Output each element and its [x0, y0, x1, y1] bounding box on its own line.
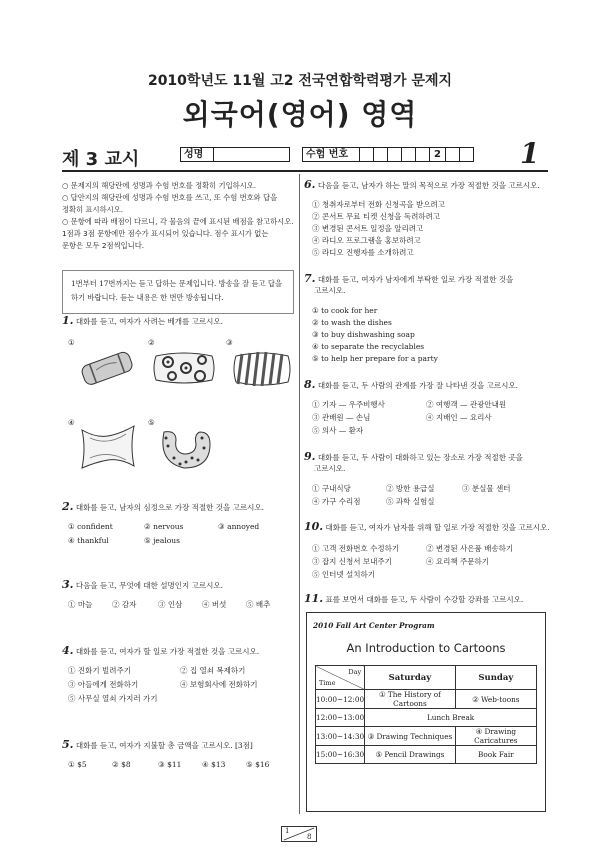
answer-option: ⑤ 인터넷 설치하기	[312, 570, 375, 579]
question-number: 9.	[304, 450, 316, 463]
flower-pillow-icon	[152, 348, 216, 388]
question-text: 표를 보면서 대화를 듣고, 두 사람이 수강할 강좌를 고르시오.	[325, 595, 524, 604]
question-8	[304, 380, 548, 391]
answer-option: ⑤ 의사 — 환자	[312, 426, 364, 435]
answer-option: ③ 변경된 콘서트 일정을 알리려고	[312, 224, 424, 233]
question-text-continued: 고르시오.	[314, 286, 346, 295]
answer-option: ③ 인삼	[158, 600, 183, 609]
question-11	[304, 594, 550, 605]
total-pages: 8	[307, 833, 312, 841]
question-6	[304, 180, 548, 191]
answer-option: ④ 라디오 프로그램을 홍보하려고	[312, 236, 421, 245]
schedule-table	[315, 665, 537, 764]
program-box	[306, 612, 546, 812]
answer-option: ④ 요리책 주문하기	[426, 557, 489, 566]
question-text: 대화를 듣고, 두 사람의 관계를 가장 잘 나타낸 것을 고르시오.	[317, 381, 518, 390]
answer-option: ⑤ 과학 실험실	[386, 497, 435, 506]
answer-option: ① to cook for her	[312, 306, 378, 315]
question-text: 다음을 듣고, 무엇에 대한 설명인지 고르시오.	[75, 581, 223, 590]
answer-option: ② 집 열쇠 복제하기	[180, 666, 246, 675]
exam-number-cell	[446, 147, 460, 162]
program-title: An Introduction to Cartoons	[346, 641, 506, 655]
question-7	[304, 274, 548, 285]
question-1	[62, 316, 297, 327]
instruction-line: ○ 문제지의 해당란에 성명과 수험 번호를 정확히 기입하시오.	[62, 181, 257, 190]
time-cell: 12:00~13:00	[316, 709, 365, 727]
period-label: 제 3 교시	[62, 149, 140, 170]
answer-option: ④ 보험회사에 전화하기	[180, 680, 258, 689]
exam-number-cell	[460, 147, 474, 162]
question-5	[62, 740, 297, 751]
saturday-course: ⑤ Pencil Drawings	[365, 746, 456, 764]
instruction-line: ○ 답안지의 해당란에 성명과 수험 번호를 쓰고, 또 수험 번호와 답을	[62, 193, 278, 202]
answer-option: ① 고객 전화번호 수정하기	[312, 544, 400, 553]
question-number: 6.	[304, 178, 316, 191]
corner-time-label: Time	[319, 679, 336, 687]
question-2	[62, 502, 297, 513]
question-number: 8.	[304, 378, 316, 391]
answer-option: ⑤ 배추	[246, 600, 271, 609]
answer-option: ④ $13	[202, 760, 226, 769]
answer-option: ④ 가구 수리점	[312, 497, 361, 506]
question-text: 대화를 듣고, 여자가 남자를 위해 할 일로 가장 적절한 것을 고르시오.	[325, 523, 550, 532]
saturday-course: ③ Drawing Techniques	[365, 727, 456, 746]
bowtie-pillow-icon	[76, 420, 140, 474]
time-cell: 10:00~12:00	[316, 690, 365, 709]
question-text: 대화를 듣고, 여자가 남자에게 부탁한 일로 가장 적절한 것을	[317, 275, 514, 284]
exam-number-cell	[374, 147, 388, 162]
answer-option: ④ 버섯	[202, 600, 227, 609]
answer-option: ② 방한 용급실	[386, 484, 435, 493]
time-cell: 13:00~14:30	[316, 727, 365, 746]
exam-number-cell	[360, 147, 374, 162]
question-9	[304, 452, 548, 463]
question-number: 3.	[62, 578, 74, 591]
answer-option: ① 진화기 빌려주기	[68, 666, 131, 675]
answer-option: ⑤ 사무실 열쇠 가지러 가기	[68, 694, 158, 703]
exam-number-label: 수험 번호	[302, 147, 360, 162]
time-cell: 15:00~16:30	[316, 746, 365, 764]
answer-option: ② 콘서트 무료 티켓 신청을 독려하려고	[312, 212, 441, 221]
question-text: 대화를 듣고, 여자가 지불할 총 금액을 고르시오. [3점]	[75, 741, 253, 750]
name-label: 성명	[180, 147, 214, 162]
answer-option: ① 마늘	[68, 600, 93, 609]
question-number: 1.	[62, 314, 74, 327]
answer-option: ① 기자 — 우주비행사	[312, 400, 385, 409]
answer-option: ③ annoyed	[218, 522, 260, 531]
corner-cell	[316, 666, 365, 690]
exam-number-cell	[416, 147, 430, 162]
question-text: 대화를 듣고, 여자가 할 일로 가장 적절한 것을 고르시오.	[75, 647, 260, 656]
listening-note-line: 1번부터 17번까지는 듣고 답하는 문제입니다. 방송을 잘 듣고 답을	[71, 279, 283, 288]
pillow-label: ②	[148, 338, 155, 347]
corner-day-label: Day	[348, 668, 362, 676]
question-text: 대화를 듣고, 여자가 사려는 베개를 고르시오.	[75, 317, 223, 326]
instruction-line: 정확히 표시하시오.	[62, 205, 124, 214]
question-number: 5.	[62, 738, 74, 751]
answer-option: ④ thankful	[68, 536, 109, 545]
instruction-line: 1점과 3점 문항에만 점수가 표시되어 있습니다. 점수 표시가 없는	[62, 229, 269, 238]
question-number: 10.	[304, 520, 324, 533]
answer-option: ④ 지배인 — 요리사	[426, 413, 492, 422]
sunday-course: ② Web-toons	[455, 690, 536, 709]
current-page: 1	[285, 827, 290, 835]
answer-option: ③ $11	[158, 760, 182, 769]
sunday-header: Sunday	[455, 666, 536, 690]
sunday-course: Book Fair	[455, 746, 536, 764]
question-10	[304, 522, 550, 533]
exam-number-cell	[402, 147, 416, 162]
exam-title: 외국어(영어) 영역	[182, 98, 418, 131]
pillow-label: ④	[68, 418, 75, 427]
exam-number-cell	[388, 147, 402, 162]
question-text: 대화를 듣고, 두 사람이 대화하고 있는 장소로 가장 적절한 곳을	[317, 453, 523, 462]
name-field	[214, 147, 290, 162]
rolled-pillow-icon	[78, 344, 138, 392]
sunday-course: ④ Drawing Caricatures	[455, 727, 536, 746]
answer-option: ② 감자	[112, 600, 137, 609]
answer-option: ① 구내식당	[312, 484, 351, 493]
question-number: 4.	[62, 644, 74, 657]
listening-note-line: 하기 바랍니다. 듣는 내용은 한 번만 방송됩니다.	[71, 293, 224, 302]
answer-option: ④ to separate the recyclables	[312, 342, 425, 351]
answer-option: ⑤ jealous	[144, 536, 180, 545]
pillow-label: ③	[226, 338, 233, 347]
instruction-line: 문항은 모두 2점씩입니다.	[62, 241, 145, 250]
question-3	[62, 580, 297, 591]
answer-option: ③ 아들에게 전화하기	[68, 680, 139, 689]
striped-pillow-icon	[232, 346, 292, 392]
column-divider	[299, 174, 300, 814]
answer-option: ③ 분실물 센터	[462, 484, 511, 493]
answer-option: ⑤ 라디오 진행자를 소개하려고	[312, 248, 414, 257]
question-text: 대화를 듣고, 남자의 심정으로 가장 적절한 것을 고르시오.	[75, 503, 264, 512]
page-indicator	[281, 826, 317, 842]
answer-option: ⑤ $16	[246, 760, 270, 769]
answer-option: ③ 관배원 — 손님	[312, 413, 371, 422]
exam-subtitle: 2010학년도 11월 고2 전국연합학력평가 문제지	[147, 73, 453, 89]
question-text: 다음을 듣고, 남자가 하는 말의 목적으로 가장 적절한 것을 고르시오.	[317, 181, 540, 190]
answer-option: ① $5	[68, 760, 87, 769]
program-caption: 2010 Fall Art Center Program	[313, 621, 435, 630]
exam-number-digit: 2	[430, 147, 446, 162]
neck-pillow-icon	[154, 422, 216, 474]
instruction-line: ○ 문항에 따라 배점이 다르니, 각 물음의 끝에 표시된 배점을 참고하시오.	[62, 217, 294, 226]
answer-option: ② $8	[112, 760, 131, 769]
question-number: 7.	[304, 272, 316, 285]
answer-option: ① 청취자로부터 전화 신청곡을 받으려고	[312, 200, 445, 209]
answer-option: ③ to buy dishwashing soap	[312, 330, 415, 339]
lunch-break-cell: Lunch Break	[365, 709, 537, 727]
answer-option: ① confident	[68, 522, 113, 531]
answer-option: ⑤ to help her prepare for a party	[312, 354, 438, 363]
answer-option: ② 변경된 사은품 배송하기	[426, 544, 514, 553]
answer-option: ② to wash the dishes	[312, 318, 392, 327]
answer-option: ③ 잡지 신청서 보내주기	[312, 557, 392, 566]
answer-option: ② 여행객 — 관광안내원	[426, 400, 507, 409]
saturday-header: Saturday	[365, 666, 456, 690]
question-number: 11.	[304, 592, 324, 605]
page-number: 1	[520, 137, 540, 170]
listening-note-box	[62, 270, 294, 314]
answer-option: ② nervous	[144, 522, 184, 531]
pillow-label: ⑤	[148, 418, 155, 427]
pillow-label: ①	[68, 338, 75, 347]
header-rule	[62, 170, 548, 172]
question-text-continued: 고르시오.	[314, 464, 346, 473]
question-number: 2.	[62, 500, 74, 513]
info-bar	[62, 137, 548, 170]
saturday-course: ① The History of Cartoons	[365, 690, 456, 709]
question-4	[62, 646, 297, 657]
